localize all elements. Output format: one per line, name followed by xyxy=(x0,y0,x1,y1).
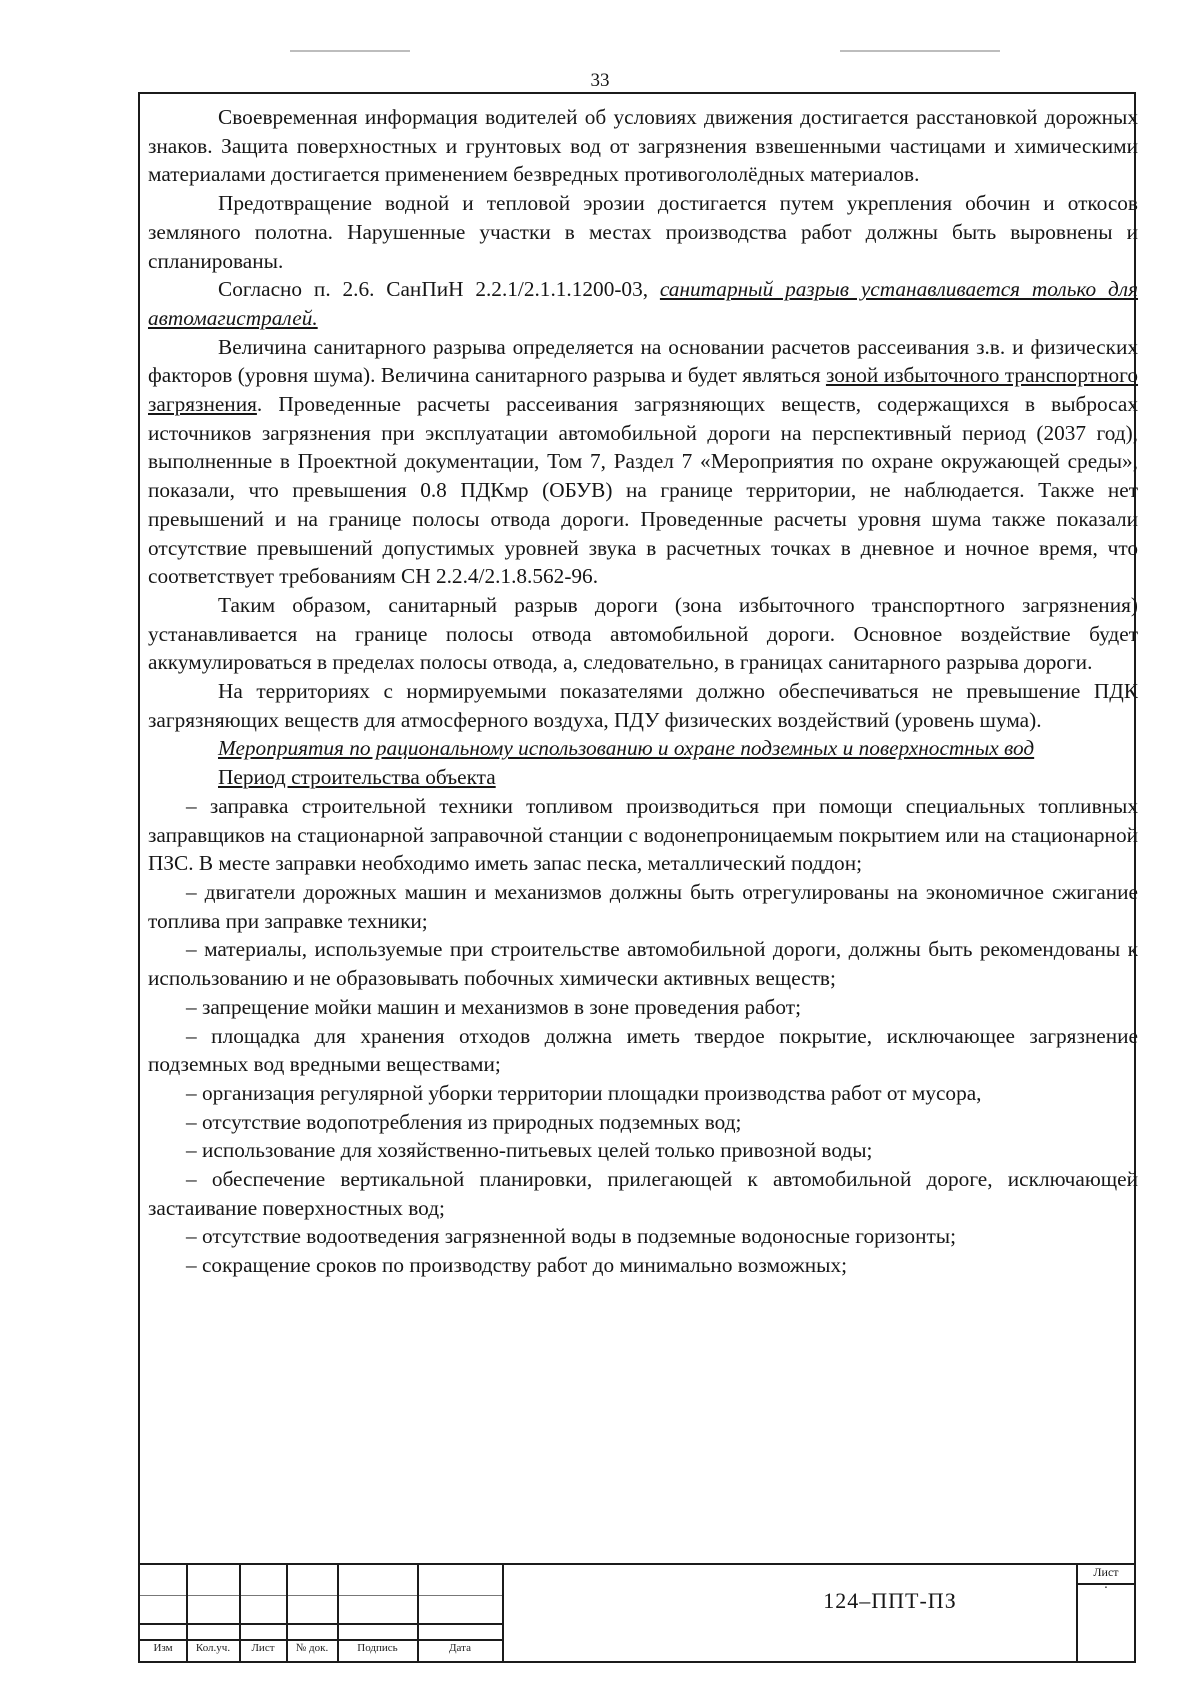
stamp-col-sheet: Лист xyxy=(251,1642,275,1654)
stamp-row-line-1 xyxy=(140,1595,502,1596)
document-body xyxy=(148,103,1138,1280)
paragraph-conclusion: Таким образом, санитарный разрыв дороги (зона избыточного транспортного загрязнения) устанавливается на границе полосы отвода автомобильной дороги. Основное воздействие будет аккумулироваться в пределах полосы отвода, а, следовательно, в границах санитарного разрыва дороги. xyxy=(148,592,1138,675)
list-item: – организация регулярной уборки территории площадки производства работ от мусора, xyxy=(186,1080,982,1105)
stamp-col-signature: Подпись xyxy=(357,1642,398,1654)
sanpin-prefix: Согласно п. 2.6. СанПиН 2.2.1/2.1.1.1200-03, xyxy=(218,277,660,302)
subheading-text: Период строительства объекта xyxy=(218,765,496,790)
scan-artifact-left xyxy=(290,50,410,52)
list-item: – площадка для хранения отходов должна иметь твердое покрытие, исключающее загрязнение подземных вод вредными веществами; xyxy=(148,1023,1138,1077)
list-item: – заправка строительной техники топливом производиться при помощи специальных топливных заправщиков на стационарной заправочной станции с водонепроницаемым покрытием или на стационарной ПЗС. В месте заправки необходимо иметь запас песка, металлический поддон; xyxy=(148,793,1138,876)
stamp-col-count: Кол.уч. xyxy=(195,1642,231,1654)
list-item: – обеспечение вертикальной планировки, прилегающей к автомобильной дороге, исключающей застаивание поверхностных вод; xyxy=(148,1167,1138,1220)
list-item: – отсутствие водопотребления из природных подземных вод; xyxy=(186,1109,742,1134)
title-block xyxy=(140,1563,1134,1661)
paragraph-road-signs: Своевременная информация водителей об условиях движения достигается расстановкой дорожных знаков. Защита поверхностных и грунтовых вод от загрязнения взвешенными частицами и химическими материалами достигается применением безвредных противогололёдных материалов. xyxy=(148,105,1138,187)
sheet-label: Лист xyxy=(1093,1565,1119,1579)
sanitary-gap-underlined: зоной избыточного транспортного загрязнения xyxy=(148,363,1139,417)
sanitary-gap-text-2: . Проведенные расчеты рассеивания загрязняющих веществ, содержащихся в выбросах источников загрязнения при эксплуатации автомобильной дороги на перспективный период (2037 год), выполненные в Проектной документации, Том 7, Раздел 7 «Мероприятия по охране окружающей среды», показали, что превышения 0.8 ПДКмр (ОБУВ) на границе территории, не наблюдается. Также нет превышений и на границе полосы отвода дороги. Проведенные расчеты уровня шума также показали отсутствие превышений допустимых уровней звука в расчетных точках в дневное и ночное время, что соответствует требованиям СН 2.2.4/2.1.8.562-96. xyxy=(148,392,1138,589)
sheet-value: · xyxy=(1103,1581,1109,1596)
stamp-row-line-3 xyxy=(140,1639,502,1641)
stamp-col-6 xyxy=(502,1563,504,1661)
stamp-row-line-2 xyxy=(140,1623,502,1625)
list-item: – отсутствие водоотведения загрязненной воды в подземные водоносные горизонты; xyxy=(186,1224,957,1249)
scan-artifact-right xyxy=(840,50,1000,52)
list-item: – запрещение мойки машин и механизмов в зоне проведения работ; xyxy=(186,994,801,1019)
document-code: 124–ППТ-ПЗ xyxy=(823,1588,957,1613)
paragraph-territories: На территориях с нормируемыми показателями должно обеспечиваться не превышение ПДК загрязняющих веществ для атмосферного воздуха, ПДУ физических воздействий (уровень шума). xyxy=(148,679,1138,732)
paragraph-sanitary-gap xyxy=(148,333,1138,591)
stamp-col-change: Изм xyxy=(153,1642,173,1654)
list-item: – материалы, используемые при строительстве автомобильной дороги, должны быть рекомендованы к использованию и не образовывать побочных химически активных веществ; xyxy=(148,937,1138,991)
subheading-construction-period xyxy=(148,763,1138,792)
list-item: – двигатели дорожных машин и механизмов должны быть отрегулированы на экономичное сжигание топлива при заправке техники; xyxy=(148,879,1138,933)
paragraph-erosion: Предотвращение водной и тепловой эрозии достигается путем укрепления обочин и откосов земляного полотна. Нарушенные участки в местах производства работ должны быть выровнены и спланированы. xyxy=(148,191,1138,273)
stamp-col-doc-number: № док. xyxy=(295,1642,329,1654)
page-number: 33 xyxy=(590,70,610,91)
stamp-top-border xyxy=(140,1563,1134,1565)
stamp-col-date: Дата xyxy=(449,1642,471,1654)
list-item: – сокращение сроков по производству работ до минимально возможных; xyxy=(186,1253,848,1278)
list-item: – использование для хозяйственно-питьевых целей только привозной воды; xyxy=(186,1138,873,1163)
sanitary-gap-text-1: Величина санитарного разрыва определяется на основании расчетов рассеивания з.в. и физических факторов (уровня шума). Величина санитарного разрыва и будет являться xyxy=(148,334,1138,388)
sanpin-emphasis: санитарный разрыв устанавливается только для автомагистралей. xyxy=(148,277,1138,330)
section-heading: Мероприятия по рациональному использованию и охране подземных и поверхностных вод xyxy=(218,736,1035,761)
paragraph-sanpin xyxy=(148,275,1138,332)
